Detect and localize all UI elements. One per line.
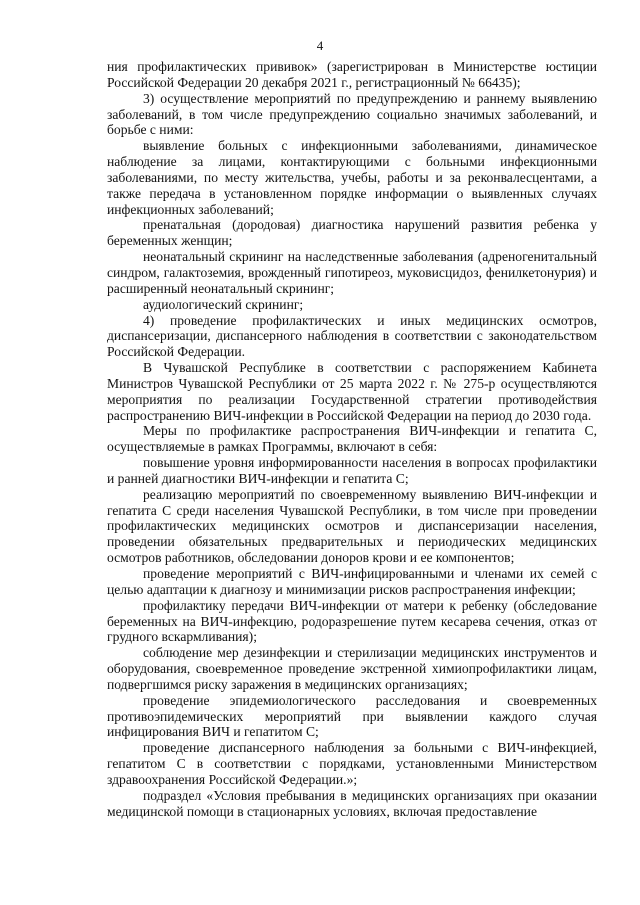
paragraph-prenatal-diagnostics: пренатальная (дородовая) диагностика нарушений развития ребенка у беременных женщин; (107, 217, 597, 249)
paragraph-item-4: 4) проведение профилактических и иных медицинских осмотров, диспансеризации, диспансерного наблюдения в соответствии с законодательством Российской Федерации. (107, 312, 597, 360)
paragraph-item-3: 3) осуществление мероприятий по предупреждению и раннему выявлению заболеваний, в том числе предупреждению социально значимых заболеваний, и борьбе с ними: (107, 90, 597, 138)
paragraph-prevention-measures: Меры по профилактике распространения ВИЧ-инфекции и гепатита С, осуществляемые в рамках Программы, включают в себя: (107, 423, 597, 455)
paragraph-vaccination-continuation: ния профилактических прививок» (зарегистрирован в Министерстве юстиции Российской Федерации 20 декабря 2021 г., регистрационный № 66435); (107, 59, 597, 90)
paragraph-mother-child: профилактику передачи ВИЧ-инфекции от матери к ребенку (обследование беременных на ВИЧ-инфекцию, родоразрешение путем кесарева сечения, отказ от грудного вскармливания); (107, 597, 597, 645)
paragraph-hiv-strategy: В Чувашской Республике в соответствии с распоряжением Кабинета Министров Чувашской Республики от 25 марта 2022 г. № 275-р осуществляются мероприятия по реализации Государственной стратегии противодействия распространению ВИЧ-инфекции в Российской Федерации на период до 2030 года. (107, 360, 597, 423)
paragraph-subsection-conditions: подраздел «Условия пребывания в медицинских организациях при оказании медицинской помощи в стационарных условиях, включая предоставление (107, 787, 597, 819)
document-body (107, 59, 597, 820)
paragraph-epidemiological: проведение эпидемиологического расследования и своевременных противоэпидемических мероприятий при выявлении каждого случая инфицирования ВИЧ и гепатитом С; (107, 692, 597, 740)
paragraph-early-detection: реализацию мероприятий по своевременному выявлению ВИЧ-инфекции и гепатита С среди населения Чувашской Республики, в том числе при проведении профилактических медицинских осмотров и диспансеризации населения, проведении обязательных предварительных и периодических медицинских осмотров работников, обследовании доноров крови и ее компонентов; (107, 486, 597, 566)
paragraph-disinfection: соблюдение мер дезинфекции и стерилизации медицинских инструментов и оборудования, своевременное проведение экстренной химиопрофилактики лицам, подвергшимся риску заражения в медицинских организациях; (107, 645, 597, 692)
page-number: 4 (316, 38, 324, 53)
paragraph-dispensary: проведение диспансерного наблюдения за больными с ВИЧ-инфекцией, гепатитом С в соответствии с порядками, установленными Министерством здравоохранения Российской Федерации.»; (107, 740, 597, 787)
paragraph-audiological-screening: аудиологический скрининг; (143, 296, 304, 312)
paragraph-infection-detection: выявление больных с инфекционными заболеваниями, динамическое наблюдение за лицами, контактирующими с больными инфекционными заболеваниями, по месту жительства, учебы, работы и за реконвалесцентами, а также передача в установленном порядке информации о выявленных случаях инфекционных заболеваний; (107, 138, 597, 217)
paragraph-family-support: проведение мероприятий с ВИЧ-инфицированными и членами их семей с целью адаптации к диагнозу и минимизации рисков распространения инфекции; (107, 566, 597, 597)
paragraph-awareness: повышение уровня информированности населения в вопросах профилактики и ранней диагностики ВИЧ-инфекции и гепатита С; (107, 455, 597, 486)
paragraph-neonatal-screening: неонатальный скрининг на наследственные заболевания (адреногенитальный синдром, галактоземия, врожденный гипотиреоз, муковисцидоз, фенилкетонурия) и расширенный неонатальный скрининг; (107, 249, 597, 296)
